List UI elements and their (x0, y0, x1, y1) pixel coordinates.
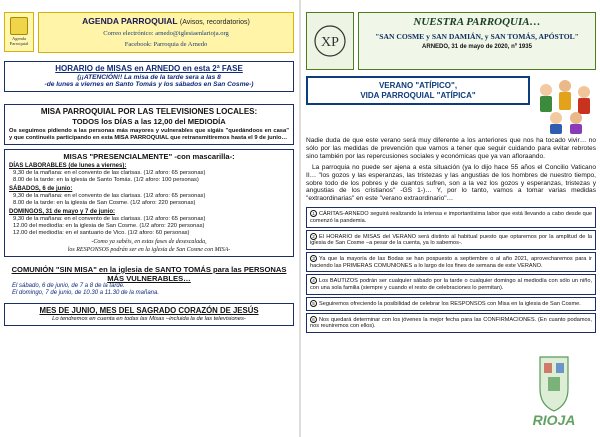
section-heading-sabados: SÁBADOS, 6 de junio: (9, 186, 73, 193)
aviso-item: 2 El HORARIO de MISAS del VERANO será distinto al habitual puesto que optaremos por la amplitud de la iglesia de San Cosme –a pesar de la cuenta, ya lo sabemos-. (306, 230, 596, 250)
presencial-note-2: los RESPONSOS podrán ser en la iglesia de San Cosme con MISA- (67, 246, 231, 253)
sin-misa-box (4, 263, 294, 300)
sabados-line-1: 9,30 de la mañana: en el convento de las clarisas. (1/2 aforo: 65 personas) (13, 193, 206, 200)
horario-warning: (¡¡ATENCIÓN!! La misa de la tarde sera a las 8 (77, 73, 221, 81)
nuestra-box (358, 12, 596, 70)
right-page (302, 0, 600, 437)
presencial-box (4, 149, 294, 257)
nuestra-date: ARNEDO, 31 de mayo de 2020, nº 1935 (422, 44, 532, 51)
logo-text-2: Parroquial (9, 41, 29, 46)
domingos-line-2: 12.00 del mediodía: en la iglesia de San Cosme. (1/2 aforo: 220 personas) (13, 223, 205, 230)
verano-title1: VERANO "ATÍPICO", (378, 81, 458, 90)
aviso-item: 4 Los BAUTIZOS podrán ser cualquier sábado por la tarde o cualquier domingo al mediodía con sólo un niño, con una sola familia (siempre y cuando el resto de celebraciones lo permitan). (306, 274, 596, 294)
sabados-line-2: 8.00 de la tarde: en la iglesia de San Cosme. (1/2 aforo: 220 personas) (13, 200, 196, 207)
mes-title: MES DE JUNIO, MES DEL SAGRADO CORAZÓN DE JESÚS (39, 306, 259, 316)
sin-misa-line-1: El sábado, 6 de junio, de 7 a 8 de la tarde. (12, 282, 125, 289)
horario-box (4, 61, 294, 92)
aviso-item: 5 Seguiremos ofreciendo la posibilidad de celebrar los RESPONSOS con Misa en la iglesia de San Cosme. (306, 297, 596, 311)
misa-tv-box (4, 104, 294, 145)
aviso-item: 6 Nos quedará determinar con los jóvenes la mejor fecha para las CONFIRMACIONES. (En cuanto podamos, nos reuniremos con ellos). (306, 313, 596, 333)
nuestra-title: NUESTRA PARROQUIA… (413, 16, 541, 28)
horario-title: HORARIO de MISAS en ARNEDO en esta 2ª FASE (55, 63, 243, 73)
rioja-coat-of-arms-icon (512, 353, 596, 429)
nuestra-saints: "SAN COSME y SAN DAMIÁN, y SAN TOMÁS, APÓSTOL" (375, 32, 579, 42)
section-heading-domingos: DOMINGOS, 31 de mayo y 7 de junio: (9, 209, 116, 216)
left-page (0, 0, 298, 437)
section-heading-laborables: DÍAS LABORABLES (de lunes a viernes): (9, 163, 127, 170)
sin-misa-line-2: El domingo, 7 de junio, de 10.30 a 11.30 de la mañana. (12, 290, 159, 297)
svg-text:RIOJA: RIOJA (532, 412, 576, 428)
agenda-facebook: Facebook: Parroquia de Arnedo (124, 41, 208, 49)
chi-rho-icon (306, 12, 354, 70)
paragraph-1: Nadie duda de que este verano será muy diferente a los anteriores que nos ha tocado vivir… no sólo por las medidas de prevención que vamos a tener que seguir cuidando para evitar rebrotes sino también por las repercusiones sociales y económicas que ya van afloraando. (306, 137, 596, 160)
parish-logo-icon (4, 12, 34, 52)
agenda-box (38, 12, 294, 53)
svg-text:XP: XP (321, 35, 339, 50)
left-header (4, 12, 294, 53)
domingos-line-3: 12.00 del mediodía: en el santuario de Vico. (1/2 aforo: 60 personas) (13, 230, 190, 237)
agenda-email: Correo electrónico: arnedo@iglesiaenlarioja.org (103, 30, 229, 38)
page-divider (299, 0, 301, 437)
domingos-line-1: 9,30 de la mañana: en el convento de las clarisas. (1/2 aforo: 65 personas) (13, 216, 206, 223)
aviso-item: 3 Ya que la mayoría de las Bodas se han pospuesto a septiembre o al año 2021, aprovecharemos para ir haciendo las PRIMERAS COMUNIONES a lo largo de los fines de semana de este VERANO. (306, 252, 596, 272)
misa-tv-title2: TODOS los DÍAS a las 12,00 del MEDIODÍA (72, 116, 226, 126)
logo-text-1: Agenda (12, 36, 26, 42)
paragraph-2: La parroquia no puede ser ajena a esta situación (ya lo dijo hace 55 años el Concilio Vaticano II… "los gozos y las esperanzas, las tristezas y las angustias de los hombres de nuestro tiempo, sobre todo de los pobres y de cuantos sufren, son a la vez los gozos y esperanzas, tristezas y angustias de los cristianos" -GS 1-)… Y, por lo tanto, vamos a tomar varias medidas "extraordinarias" en este "verano extraordinario"… (306, 163, 596, 203)
sin-misa-title: COMUNIÓN "SIN MISA" en la iglesia de SANTO TOMÁS para las PERSONAS MÁS VULNERABLES… (11, 264, 287, 283)
verano-box (306, 76, 530, 105)
laborables-line-1: 9,30 de la mañana: en el convento de las clarisas. (1/2 aforo: 65 personas) (13, 170, 206, 177)
avisos-list (306, 207, 596, 333)
misa-tv-title1: MISA PARROQUIAL POR LAS TELEVISIONES LOCALES: (40, 107, 258, 117)
mes-box (4, 303, 294, 325)
children-illustration-icon (534, 76, 596, 134)
aviso-item: 1 CÁRITAS-ARNEDO seguirá realizando la intensa e importantísima labor que está llevando a cabo desde que comenzó la pandemia. (306, 207, 596, 227)
horario-warning-2: -de lunes a viernes en Santo Tomás y los sábados en San Cosme-) (44, 81, 254, 89)
agenda-title: AGENDA PARROQUIAL (Avisos, recordatorios) (82, 16, 250, 26)
laborables-line-2: 8.00 de la tarde: en la iglesia de Santo Tomás. (1/2 aforo: 100 personas) (13, 177, 199, 184)
presencial-note-1: -Como ya sabéis, en estas fases de desescalada, (91, 239, 207, 246)
verano-title2: VIDA PARROQUIAL "ATÍPICA" (360, 90, 476, 100)
presencial-title: MISAS "PRESENCIALMENTE" -con mascarilla-: (63, 152, 235, 161)
misa-tv-text: Os seguimos pidiendo a las personas más mayores y vulnerables que sigáis "quedándoos en casa" y que continuéis participando en esta MISA PARROQUIAL que retransmitiremos hasta el 9 de junio… (9, 128, 289, 142)
verano-row (306, 76, 596, 134)
mes-sub: Lo tendremos en cuenta en todas las Misas –incluida la de las televisiones- (52, 315, 246, 322)
right-header (306, 12, 596, 70)
